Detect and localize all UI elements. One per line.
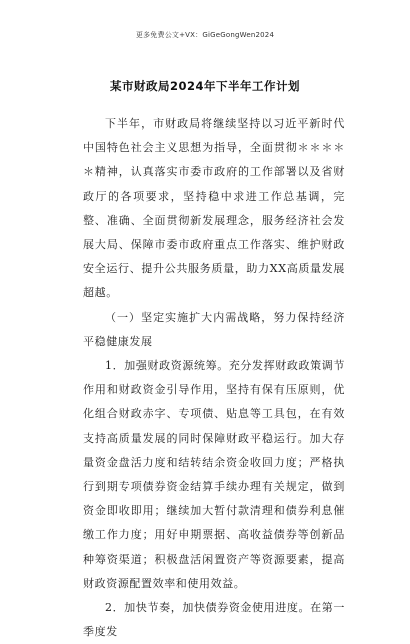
top-note: 更多免费公文+VX：GiGeGongWen2024 <box>135 31 275 39</box>
section-heading-1: （一）坚定实施扩大内需战略，努力保持经济平稳健康发展 <box>83 310 345 348</box>
paragraph-item-1: 1．加强财政资源统筹。充分发挥财政政策调节作用和财政资金引导作用，坚持有保有压原则，优化组合财政赤字、专项债、贴息等工具包，在有效支持高质量发展的同时保障财政平稳运行。加大存量资金盘活力度和结转结余资金收回力度；严格执行到期专项债券资金结算手续办理有关规定，做到资金即收即用；继续加大暂付款清理和债券利息催缴工作力度；用好申期票据、高收益债券等创新品种筹资渠道；积极盘活闲置资产等资源要素，提高财政资源配置效率和使用效益。 <box>83 359 345 590</box>
document-body <box>83 112 345 644</box>
paragraph-intro: 下半年，市财政局将继续坚持以习近平新时代中国特色社会主义思想为指导，全面贯彻＊＊＊＊＊精神，认真落实市委市政府的工作部署以及省财政厅的各项要求，坚持稳中求进工作总基调，完整、准确、全面贯彻新发展理念，服务经济社会发展大局、保障市委市政府重点工作落实、维护财政安全运行、提升公共服务质量，助力XX高质量发展超越。 <box>83 117 345 300</box>
paragraph-item-2: 2．加快节奏，加快债券资金使用进度。在第一季度发 <box>83 601 345 639</box>
document-title: 某市财政局2024年下半年工作计划 <box>109 79 300 93</box>
